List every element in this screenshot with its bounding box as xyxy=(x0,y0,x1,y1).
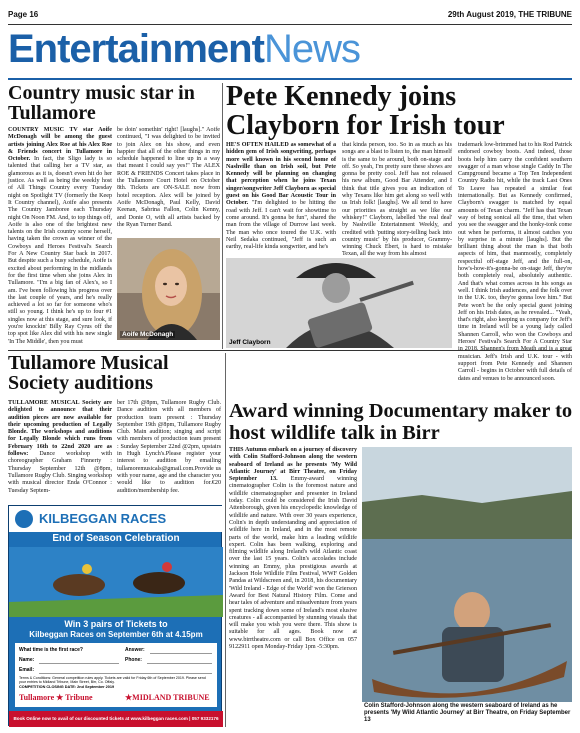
logo-tullamore: Tullamore xyxy=(19,693,55,702)
musical-body-1: Dance workshop with choreographer Graham Finnerty : Thursday September 12th @8pm, Tullamore Rugby Club. Singing workshop with musical director Enda O'Connor : Tuesday Septem- xyxy=(8,451,112,494)
musical-headline: Tullamore Musical Society auditions xyxy=(8,352,169,395)
page-number: Page 16 xyxy=(8,10,39,19)
aoife-portrait-image xyxy=(117,238,220,340)
birr-column xyxy=(229,447,357,727)
horse-icon xyxy=(15,510,33,528)
name-line[interactable] xyxy=(39,663,119,664)
jeff-caption: Jeff Clayborn xyxy=(229,339,271,346)
logo-tribune-2: TRIBUNE xyxy=(173,693,210,702)
ad-phone-label: Phone: xyxy=(125,657,142,663)
country-lead: COUNTRY MUSIC TV star Aoife McDonagh will be among the guest artists joining Alex Roe at his Alex Roe & Friends concert in Tullamore in October. xyxy=(8,127,112,163)
answer-line[interactable] xyxy=(150,653,212,654)
ad-email-label: Email: xyxy=(19,667,35,673)
mid-rule xyxy=(8,350,572,351)
pete-column-3 xyxy=(458,142,572,382)
jeff-photo xyxy=(226,258,452,348)
pete-body-3: trademark low-brimmed hat to his Rod Patrick endorsed cowboy boots. And indeed, those boots help him carry the confident southern swagger of a man whose single Caddy In The Campground became a Top Ten Independent Country Radio hit, while the track Last Ones To Leave has repeated a similar feat internationally. But as Kennedy confirmed, Clayborn's swagger is matched by equal amounts of Texan charm. "Jeff has that Texan way of being sonical all the time, that when you see the swagger and the honky-tonk come out when he performs, it almost catches you by surprise in a minute [laughs]. But the brilliant thing about the man is that both aspects of him, that manmostly, completely respectful off-stage Jeff, and the full-on, how's-how-it's-gonna-be on-stage Jeff, they're both completely real, absolutely authentic. And that's what comes across in his songs as well. I think Irish audiences, and the folk over in the U.K. too, they're gonna love him." But Pete won't be the only special guest joining Jeff on his Irish dates, as he revealed... "Yeah, that's right, also keeping us company for Jeff's time in Ireland will be a young lady called Shannen Carroll, who won the Cowboys and Heroes' Festival's Search For A Country Star musician. Jeff's Irish and U.K. tour - with support from Pete Kennedy and Shannen Carroll - begins in October with full details of dates and venues to be announced soon. xyxy=(458,142,572,382)
pete-column-2 xyxy=(342,142,452,257)
pete-body-2: that kinda person, too. So in as much as his songs are a blast to listen to, the man himself is the same to be around, both on-stage and off. So yeah, I'm pretty sure these shows are gonna be pretty cool. Jeff has not released his new album, Good Bar Attender, and I think that title gives you an indication of why Texans like him get along so well with us Irish folk! [laughs]. We all tend to have our priorities as straight as we like our whiskey!" Clayborn, labelled 'the real deal' by Nashville Entertainment Weekly, and credited with 'putting story-telling back into country music' by his producer, Grammy-winning Chuck Ebert, is hard to mistake Texan, all the way from his almost xyxy=(342,142,452,258)
masthead-rule xyxy=(8,78,572,80)
jeff-clayborn-image xyxy=(226,258,452,348)
section-masthead xyxy=(8,27,360,77)
midland-tribune-logo: ★MIDLAND TRIBUNE xyxy=(125,693,210,702)
ad-strap: End of Season Celebration xyxy=(52,533,180,544)
masthead-news: News xyxy=(263,27,360,71)
colin-caption: Colin Stafford-Johnson along the western seaboard of Ireland as he presents 'My Wild Atlantic Journey' at Birr Theatre, on Friday September 13 xyxy=(364,703,571,723)
country-body-2: be doin' somethin' right! [laughs]." Aoife continued, "I was delighted to be invited to join Alex on his show, and even happier that all of the other things in my schedule happened to line up in a way that meant I could say yes!" The ALEX ROE & FRIENDS Concert takes place in the Tullamore Court Hotel on October 8th. Tickets are ON-SALE now from hotel reception. Alex will be joined by Aoife McDonagh, Paul Kelly, David Keenan, Sabrina Fallon, Colin Kenny, and Donie O, with all artists backed by the Ryan Turner Band. xyxy=(117,127,220,228)
colin-boat-image xyxy=(362,447,572,702)
birr-headline: Award winning Documentary maker to host wildlife talk in Birr xyxy=(229,400,573,444)
tullamore-tribune-logo: Tullamore ★ Tribune xyxy=(19,693,93,702)
aoife-caption: Aoife McDonagh xyxy=(122,331,174,338)
country-column-1 xyxy=(8,127,112,345)
page-header xyxy=(8,10,572,22)
logo-tribune: Tribune xyxy=(65,693,93,702)
birr-lead: THIS Autumn embark on a journey of discovery with Colin Stafford-Johnson along the western seaboard of Ireland as he presents 'My Wild Atlantic Journey' at Birr Theatre, on Friday September 13. xyxy=(229,447,357,483)
ad-brand: KILBEGGAN RACES xyxy=(39,511,167,526)
musical-column-1 xyxy=(8,400,112,497)
musical-column-2 xyxy=(117,400,221,497)
kilbeggan-advert xyxy=(8,505,222,726)
ad-win: Win 3 pairs of Tickets to xyxy=(64,619,168,629)
pete-body-1: "I'm delighted to be hitting the road with Jeff. I can't wait for showtime to come around. It's gonna be fun", shared the man from the village of Durrow last week. The man who once toured the U.K. with Neil Sedaka continued, "Jeff is such an earthy, real-life kinda songwriter, and he's xyxy=(226,200,336,251)
ad-answer-label: Answer: xyxy=(125,647,145,653)
ad-terms: Terms & Conditions: General competition rules apply. Tickets are valid for Friday 6th of September 2019. Please send your entries to Midland Tribune, Main Street, Birr, Co. Offaly. xyxy=(19,676,206,685)
header-rule xyxy=(8,24,572,25)
pete-headline: Pete Kennedy joins Clayborn for Irish tour xyxy=(226,81,505,141)
pete-column-1 xyxy=(226,142,336,257)
ad-question: What time is the first race? xyxy=(19,647,83,653)
email-line[interactable] xyxy=(39,673,212,674)
aoife-photo xyxy=(117,238,220,340)
musical-lead: TULLAMORE MUSICAL Society are delighted to announce that their audition pieces are now available for their upcoming production of Legally Blonde. The workshops and auditions for Legally Blonde which runs from February 16th to 22nd 2020 are as follows: xyxy=(8,400,112,458)
column-divider xyxy=(222,83,223,349)
ad-entry-form xyxy=(15,643,217,707)
dateline: 29th August 2019, THE TRIBUNE xyxy=(447,10,572,19)
ad-closing: COMPETITION CLOSING DATE: 2nd September 2019 xyxy=(19,685,115,689)
country-body-1: In fact, the Sligo lady is so talented that calling her a TV star, as glamorous as it is, doesn't even hit do her justice. As well as being the weekly host of All Things Country every Tuesday night on Spotlight TV (formerly the Keep It Country channel), Aoife also presents The Country Jamboree each Thursday night On Noon FM. And, to top things off, Aoife is also one of the brightest new talents on the Irish country scene herself, having taken the crown as winner of the Cowboys and Heroes Festival's Search For A New Country Star back in 2017. But despite such a busy schedule, Aoife is excited about performing in the midlands for the first time when she joins Alex in Tullamore. "I'm a big fan of Alex's, so I am. I've been following his progress over the last couple of years, and he's really achieved a lot so far for someone who's still so young. I think he's up to four #1 singles now at this stage, and sure look, if you're knockin' Billy Ray Cyrus off the top spot like Alex did with his new single 'In The Middle', then you must xyxy=(8,156,112,345)
country-column-2 xyxy=(117,127,220,237)
column-divider-2 xyxy=(225,353,226,727)
colin-photo xyxy=(362,447,572,702)
ad-event: Kilbeggan Races on September 6th at 4.15pm xyxy=(29,630,203,639)
country-headline: Country music star in Tullamore xyxy=(8,82,195,125)
racehorse-image xyxy=(9,547,223,617)
ad-brand-bar xyxy=(9,506,223,532)
pete-lead: HE'S OFTEN HAILED as somewhat of a hidden gem of Irish songwriting, perhaps more well known in his second home of Nashville than on Irish soil, but Pete Kennedy will be planning on changing that perception when he joins Texan singer/songwriter Jeff Clayborn as special guest on his Good Bar Acoustic Tour in October. xyxy=(226,142,336,207)
musical-body-2: ber 17th @8pm, Tullamore Rugby Club. Dance audition with all members of production team present : Thursday September 19th @8pm, Tullamore Rugby Club. Main audition; singing and script with members of production team present : Sunday September 22nd @2pm, upstairs in Hugh Lynch's.Please register your interest to audition by emailing tullamoremusicals@gmail.com.Provide us with your name, age and the character you would like to audition for.€20 audition/membership fee. xyxy=(117,400,221,494)
masthead-entertainment: Entertainment xyxy=(8,27,264,71)
logo-midland: MIDLAND xyxy=(132,693,172,702)
ad-footer[interactable]: Book Online now to avail of our discounted tickets at www.kilbeggan races.com | 057 9332176 xyxy=(9,711,223,727)
phone-line[interactable] xyxy=(147,663,212,664)
ad-name-label: Name: xyxy=(19,657,35,663)
birr-body: Emmy-award winning cinematographer Colin is the foremost nature and wildlife cinematographer and presenter in Ireland today. Colin could be considered the Irish David Attenborough, given his encyclopedic knowledge of wildlife and nature. With over 30 years experience, Colin's in depth understanding and appreciation of wildlife here in Ireland, and in the most remote parts of the world, make him a leading wildlife expert. Colin has been walking, exploring and filming wildlife along Ireland's wild Atlantic coast over the last 15 years. Colin's accolades include winning an Emmy, plus prestigious awards at Jackson Hole Wildlife Film Festival, WWF Golden Pandas at Wildscreen and, in 2018, his documentary 'Wild Ireland - Edge of the World' won the Grierson Award for Best Natural History Film. Come and hear tales of adventure and misadventure from years spent tracking down some of Ireland's most elusive creatures - all accompanied by stunning visuals that will make you wish you were there. This show is suitable for all ages. Book now at www.birrtheatre.com or call Box Office on 057 9122911 open Monday-Friday 1pm -5:30pm. xyxy=(229,476,358,651)
